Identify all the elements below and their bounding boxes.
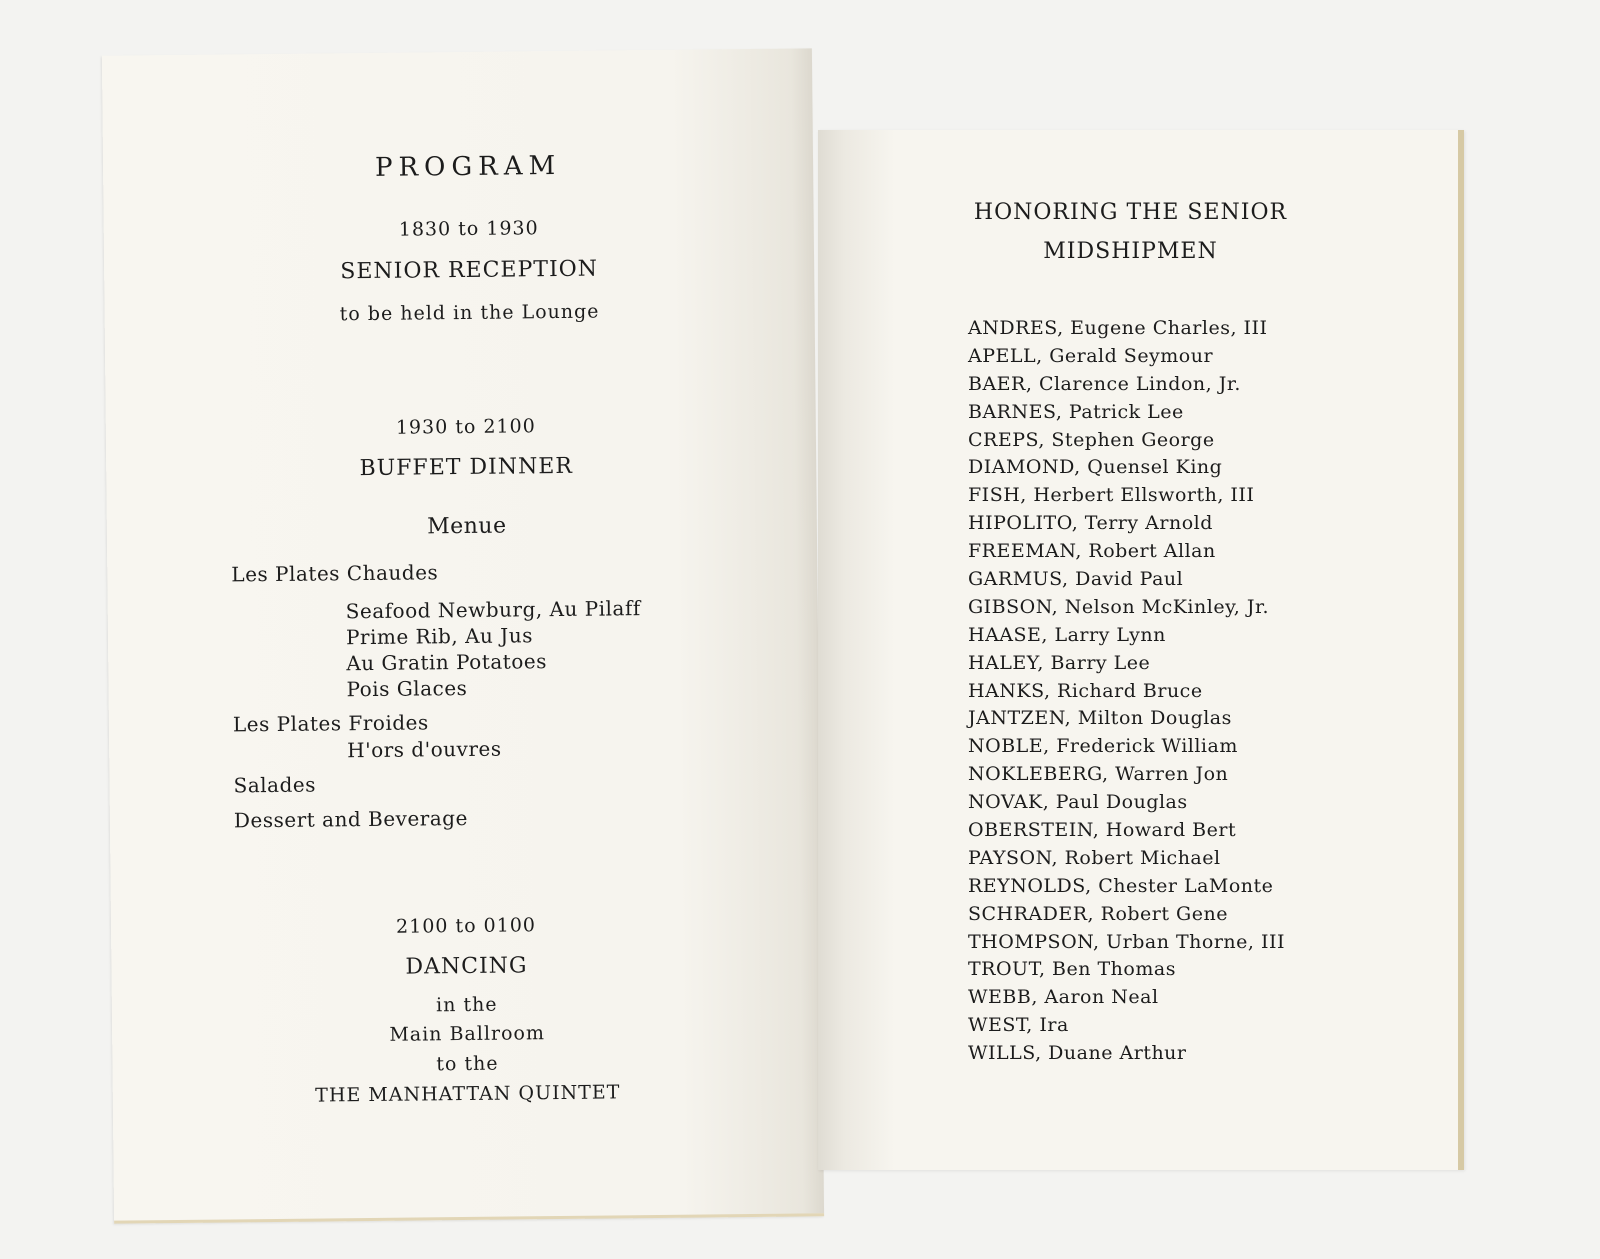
dancing-line-to-the: to the xyxy=(436,1052,499,1076)
hot-item: Prime Rib, Au Jus xyxy=(345,623,534,650)
left-page xyxy=(102,48,824,1223)
dancing-line-in-the: in the xyxy=(436,993,498,1017)
midshipman-name: BARNES, Patrick Lee xyxy=(968,400,1184,423)
reception-location: to be held in the Lounge xyxy=(339,300,600,326)
midshipman-name: PAYSON, Robert Michael xyxy=(968,846,1221,869)
dinner-time: 1930 to 2100 xyxy=(395,415,536,439)
midshipman-name: WEBB, Aaron Neal xyxy=(968,986,1159,1009)
midshipman-name: GARMUS, David Paul xyxy=(968,568,1184,591)
right-page xyxy=(818,130,1464,1170)
reception-time: 1830 to 1930 xyxy=(398,217,539,241)
midshipman-name: NOVAK, Paul Douglas xyxy=(968,791,1188,814)
midshipman-name: CREPS, Stephen George xyxy=(968,428,1215,451)
midshipman-name: APELL, Gerald Seymour xyxy=(968,344,1214,367)
menu-title: Menue xyxy=(427,513,507,540)
midshipman-name: NOBLE, Frederick William xyxy=(968,735,1238,758)
midshipman-name: HALEY, Barry Lee xyxy=(968,651,1151,674)
midshipman-name: BAER, Clarence Lindon, Jr. xyxy=(968,372,1241,395)
hot-item: Seafood Newburg, Au Pilaff xyxy=(345,596,641,624)
hot-dishes-heading: Les Plates Chaudes xyxy=(231,560,439,587)
hot-item: Au Gratin Potatoes xyxy=(346,649,548,676)
dancing-time: 2100 to 0100 xyxy=(395,914,537,938)
midshipman-name: THOMPSON, Urban Thorne, III xyxy=(968,930,1286,953)
midshipman-name: SCHRADER, Robert Gene xyxy=(968,902,1228,925)
band-name: THE MANHATTAN QUINTET xyxy=(315,1081,621,1107)
dancing-event: DANCING xyxy=(405,953,528,980)
midshipman-name: GIBSON, Nelson McKinley, Jr. xyxy=(968,595,1270,618)
honoring-heading: HONORING THE SENIOR xyxy=(973,200,1288,225)
dancing-location: Main Ballroom xyxy=(389,1022,546,1046)
midshipman-name: WEST, Ira xyxy=(968,1014,1069,1037)
midshipman-name: JANTZEN, Milton Douglas xyxy=(968,707,1232,730)
cold-item: H'ors d'ouvres xyxy=(347,736,502,763)
midshipman-name: TROUT, Ben Thomas xyxy=(968,958,1176,981)
dessert-item: Dessert and Beverage xyxy=(233,805,468,833)
midshipman-name: ANDRES, Eugene Charles, III xyxy=(968,317,1268,339)
midshipman-name: HIPOLITO, Terry Arnold xyxy=(968,512,1213,535)
salads-item: Salades xyxy=(233,772,317,798)
midshipman-name: REYNOLDS, Chester LaMonte xyxy=(968,874,1274,897)
program-title: PROGRAM xyxy=(374,150,562,183)
hot-item: Pois Glaces xyxy=(346,675,468,702)
cold-dishes-heading: Les Plates Froides xyxy=(232,710,429,737)
midshipman-name: WILLS, Duane Arthur xyxy=(968,1042,1187,1065)
reception-event: SENIOR RECEPTION xyxy=(340,256,599,285)
midshipman-name: HANKS, Richard Bruce xyxy=(968,679,1203,702)
midshipman-name: FREEMAN, Robert Allan xyxy=(968,540,1216,563)
midshipman-name: DIAMOND, Quensel King xyxy=(968,456,1223,479)
midshipman-name: HAASE, Larry Lynn xyxy=(968,623,1166,646)
midshipman-name: NOKLEBERG, Warren Jon xyxy=(968,763,1229,786)
dinner-event: BUFFET DINNER xyxy=(359,453,574,482)
midshipman-name: OBERSTEIN, Howard Bert xyxy=(968,819,1237,842)
midshipman-name: FISH, Herbert Ellsworth, III xyxy=(968,484,1255,507)
honoring-subheading: MIDSHIPMEN xyxy=(1043,239,1218,264)
midshipmen-list xyxy=(968,315,1285,1068)
